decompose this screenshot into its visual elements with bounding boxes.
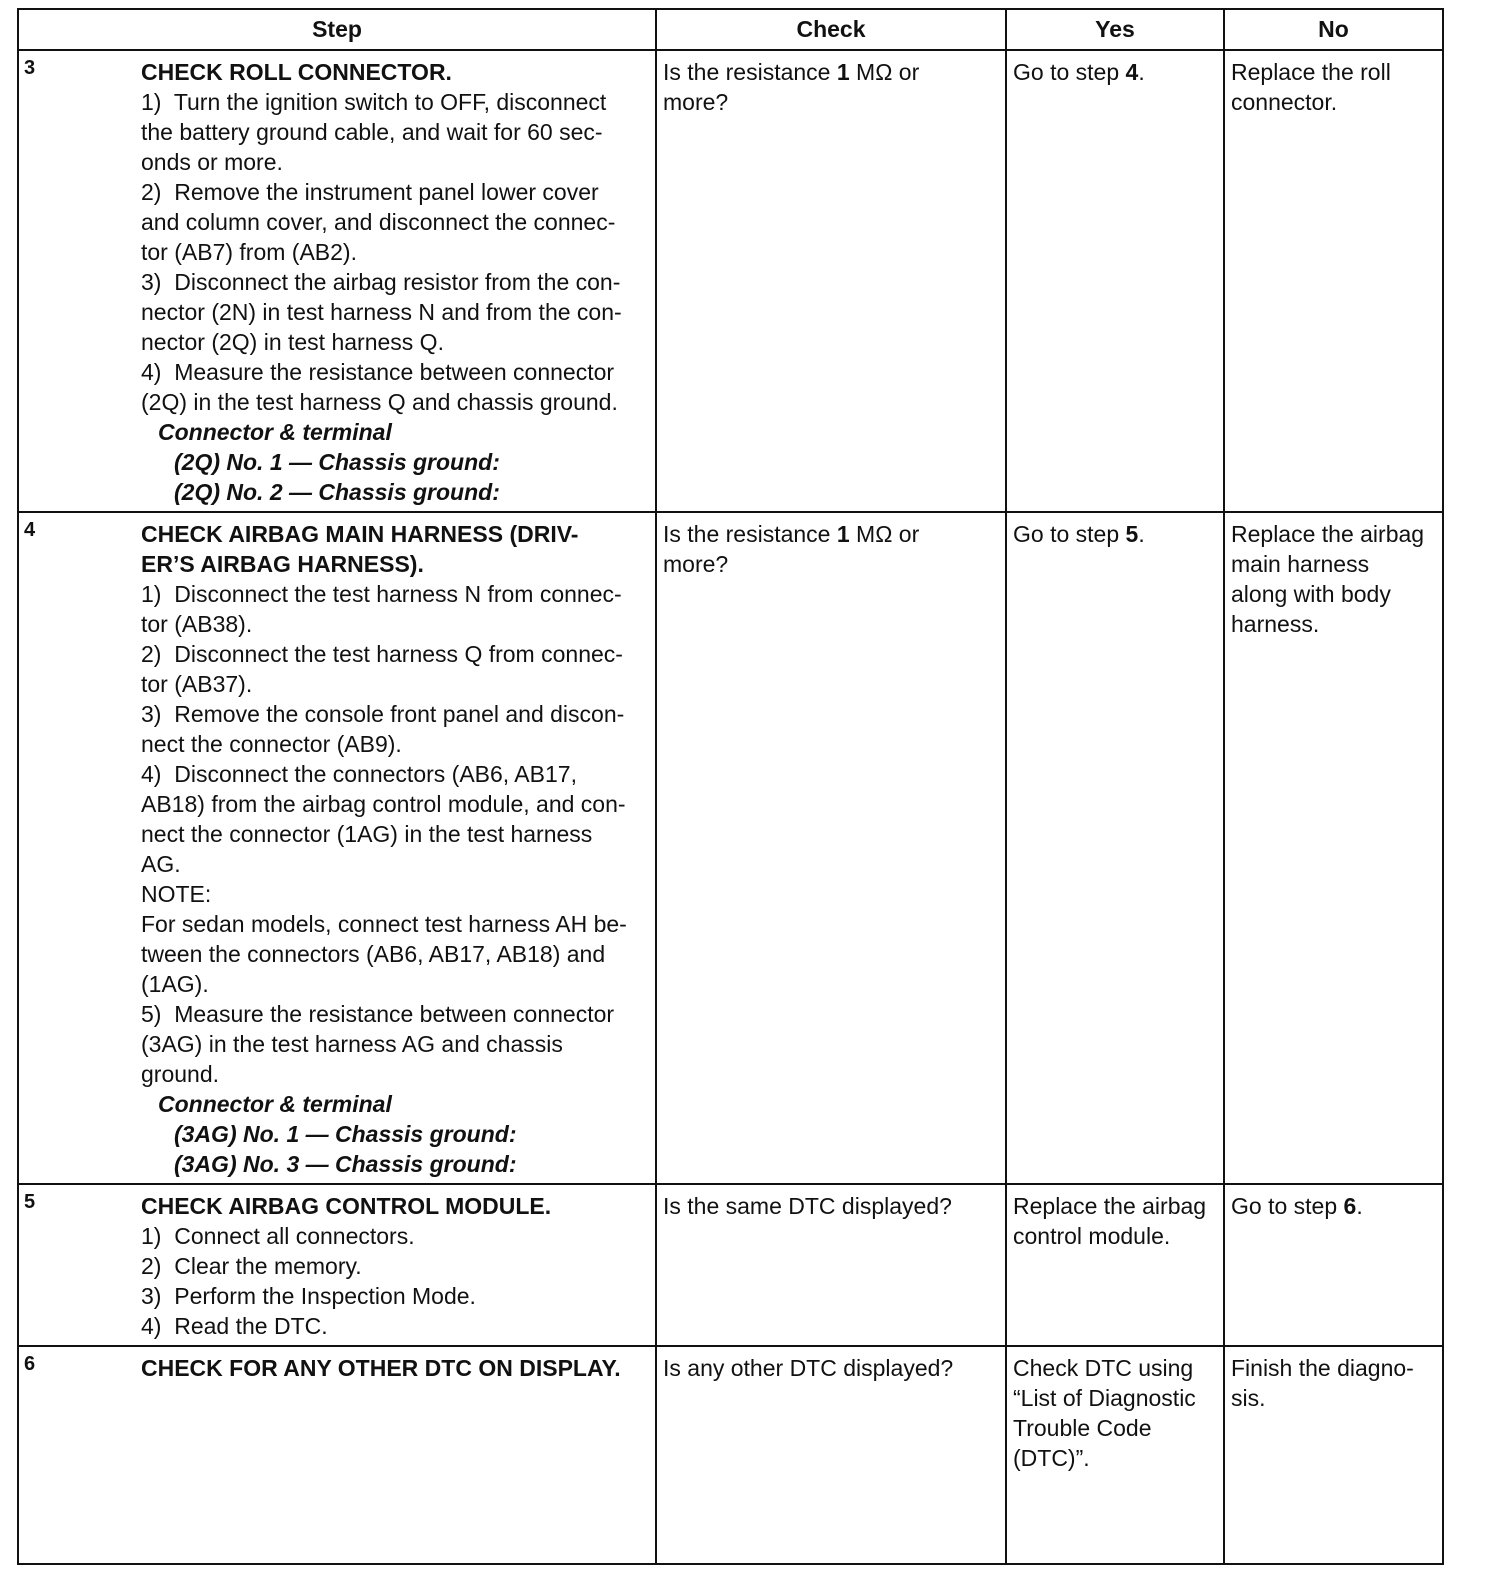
step-line: nect the connector (AB9). — [141, 731, 402, 757]
check-cell: Is the same DTC displayed? — [656, 1184, 1006, 1346]
note-line: For sedan models, connect test harness AH be- — [141, 911, 627, 937]
no-cell: Replace the airbag main harness along with body harness. — [1224, 512, 1443, 1184]
step-number: 3 — [24, 57, 36, 79]
diagnostic-table — [17, 8, 1444, 1565]
step-line: and column cover, and disconnect the connec- — [141, 209, 616, 235]
step-title: CHECK AIRBAG MAIN HARNESS (DRIV- ER’S AIRBAG HARNESS). — [141, 521, 579, 577]
step-title: CHECK FOR ANY OTHER DTC ON DISPLAY. — [141, 1355, 621, 1381]
step-number: 5 — [24, 1191, 36, 1213]
yes-cell: Go to step 5. — [1006, 512, 1224, 1184]
step-cell — [18, 512, 656, 1184]
connector-terminal-line: (2Q) No. 1 — Chassis ground: — [174, 449, 500, 475]
connector-terminal-line: (3AG) No. 3 — Chassis ground: — [174, 1151, 517, 1177]
step-line: 5) Measure the resistance between connector — [141, 1001, 615, 1027]
step-line: nect the connector (1AG) in the test harness — [141, 821, 593, 847]
step-line: tor (AB38). — [141, 611, 253, 637]
step-line: the battery ground cable, and wait for 60 sec- — [141, 119, 603, 145]
step-line: tor (AB37). — [141, 671, 253, 697]
step-line: onds or more. — [141, 149, 283, 175]
header-row — [18, 9, 1443, 50]
table-row-step-5 — [18, 1184, 1443, 1346]
check-cell: Is any other DTC displayed? — [656, 1346, 1006, 1564]
table-row-step-6 — [18, 1346, 1443, 1564]
step-title: CHECK ROLL CONNECTOR. — [141, 59, 452, 85]
header-no: No — [1224, 9, 1443, 50]
table-row-step-3 — [18, 50, 1443, 512]
note-line: (1AG). — [141, 971, 209, 997]
note-label: NOTE: — [141, 881, 212, 907]
step-line: 4) Measure the resistance between connector — [141, 359, 615, 385]
no-cell: Go to step 6. — [1224, 1184, 1443, 1346]
no-cell: Replace the roll connector. — [1224, 50, 1443, 512]
step-line: 1) Turn the ignition switch to OFF, disconnect — [141, 89, 607, 115]
note-line: tween the connectors (AB6, AB17, AB18) and — [141, 941, 606, 967]
step-line: nector (2Q) in test harness Q. — [141, 329, 444, 355]
step-line: 2) Disconnect the test harness Q from connec- — [141, 641, 623, 667]
header-check: Check — [656, 9, 1006, 50]
check-cell: Is the resistance 1 MΩ or more? — [656, 50, 1006, 512]
step-line: AB18) from the airbag control module, and con- — [141, 791, 626, 817]
header-yes: Yes — [1006, 9, 1224, 50]
step-line: 4) Disconnect the connectors (AB6, AB17, — [141, 761, 577, 787]
yes-cell: Go to step 4. — [1006, 50, 1224, 512]
step-cell — [18, 50, 656, 512]
step-title: CHECK AIRBAG CONTROL MODULE. — [141, 1193, 552, 1219]
step-line: nector (2N) in test harness N and from the con- — [141, 299, 622, 325]
table-row-step-4 — [18, 512, 1443, 1184]
step-line: 1) Disconnect the test harness N from connec- — [141, 581, 622, 607]
connector-terminal-heading: Connector & terminal — [158, 1091, 392, 1117]
connector-terminal-line: (3AG) No. 1 — Chassis ground: — [174, 1121, 517, 1147]
yes-cell: Check DTC using “List of Diagnostic Trouble Code (DTC)”. — [1006, 1346, 1224, 1564]
yes-cell: Replace the airbag control module. — [1006, 1184, 1224, 1346]
step-line: 4) Read the DTC. — [141, 1313, 328, 1339]
step-line: tor (AB7) from (AB2). — [141, 239, 357, 265]
connector-terminal-line: (2Q) No. 2 — Chassis ground: — [174, 479, 500, 505]
step-line: 3) Disconnect the airbag resistor from the con- — [141, 269, 621, 295]
header-step: Step — [18, 9, 656, 50]
step-line: 3) Remove the console front panel and discon- — [141, 701, 625, 727]
no-cell: Finish the diagno- sis. — [1224, 1346, 1443, 1564]
step-line: (3AG) in the test harness AG and chassis — [141, 1031, 563, 1057]
connector-terminal-heading: Connector & terminal — [158, 419, 392, 445]
step-number: 6 — [24, 1353, 36, 1375]
step-number: 4 — [24, 519, 36, 541]
step-line: ground. — [141, 1061, 220, 1087]
step-line: AG. — [141, 851, 181, 877]
step-line: 1) Connect all connectors. — [141, 1223, 415, 1249]
step-cell — [18, 1184, 656, 1346]
step-cell — [18, 1346, 656, 1564]
check-cell: Is the resistance 1 MΩ or more? — [656, 512, 1006, 1184]
step-line: 3) Perform the Inspection Mode. — [141, 1283, 476, 1309]
step-line: 2) Clear the memory. — [141, 1253, 362, 1279]
step-line: 2) Remove the instrument panel lower cover — [141, 179, 599, 205]
step-line: (2Q) in the test harness Q and chassis ground. — [141, 389, 618, 415]
